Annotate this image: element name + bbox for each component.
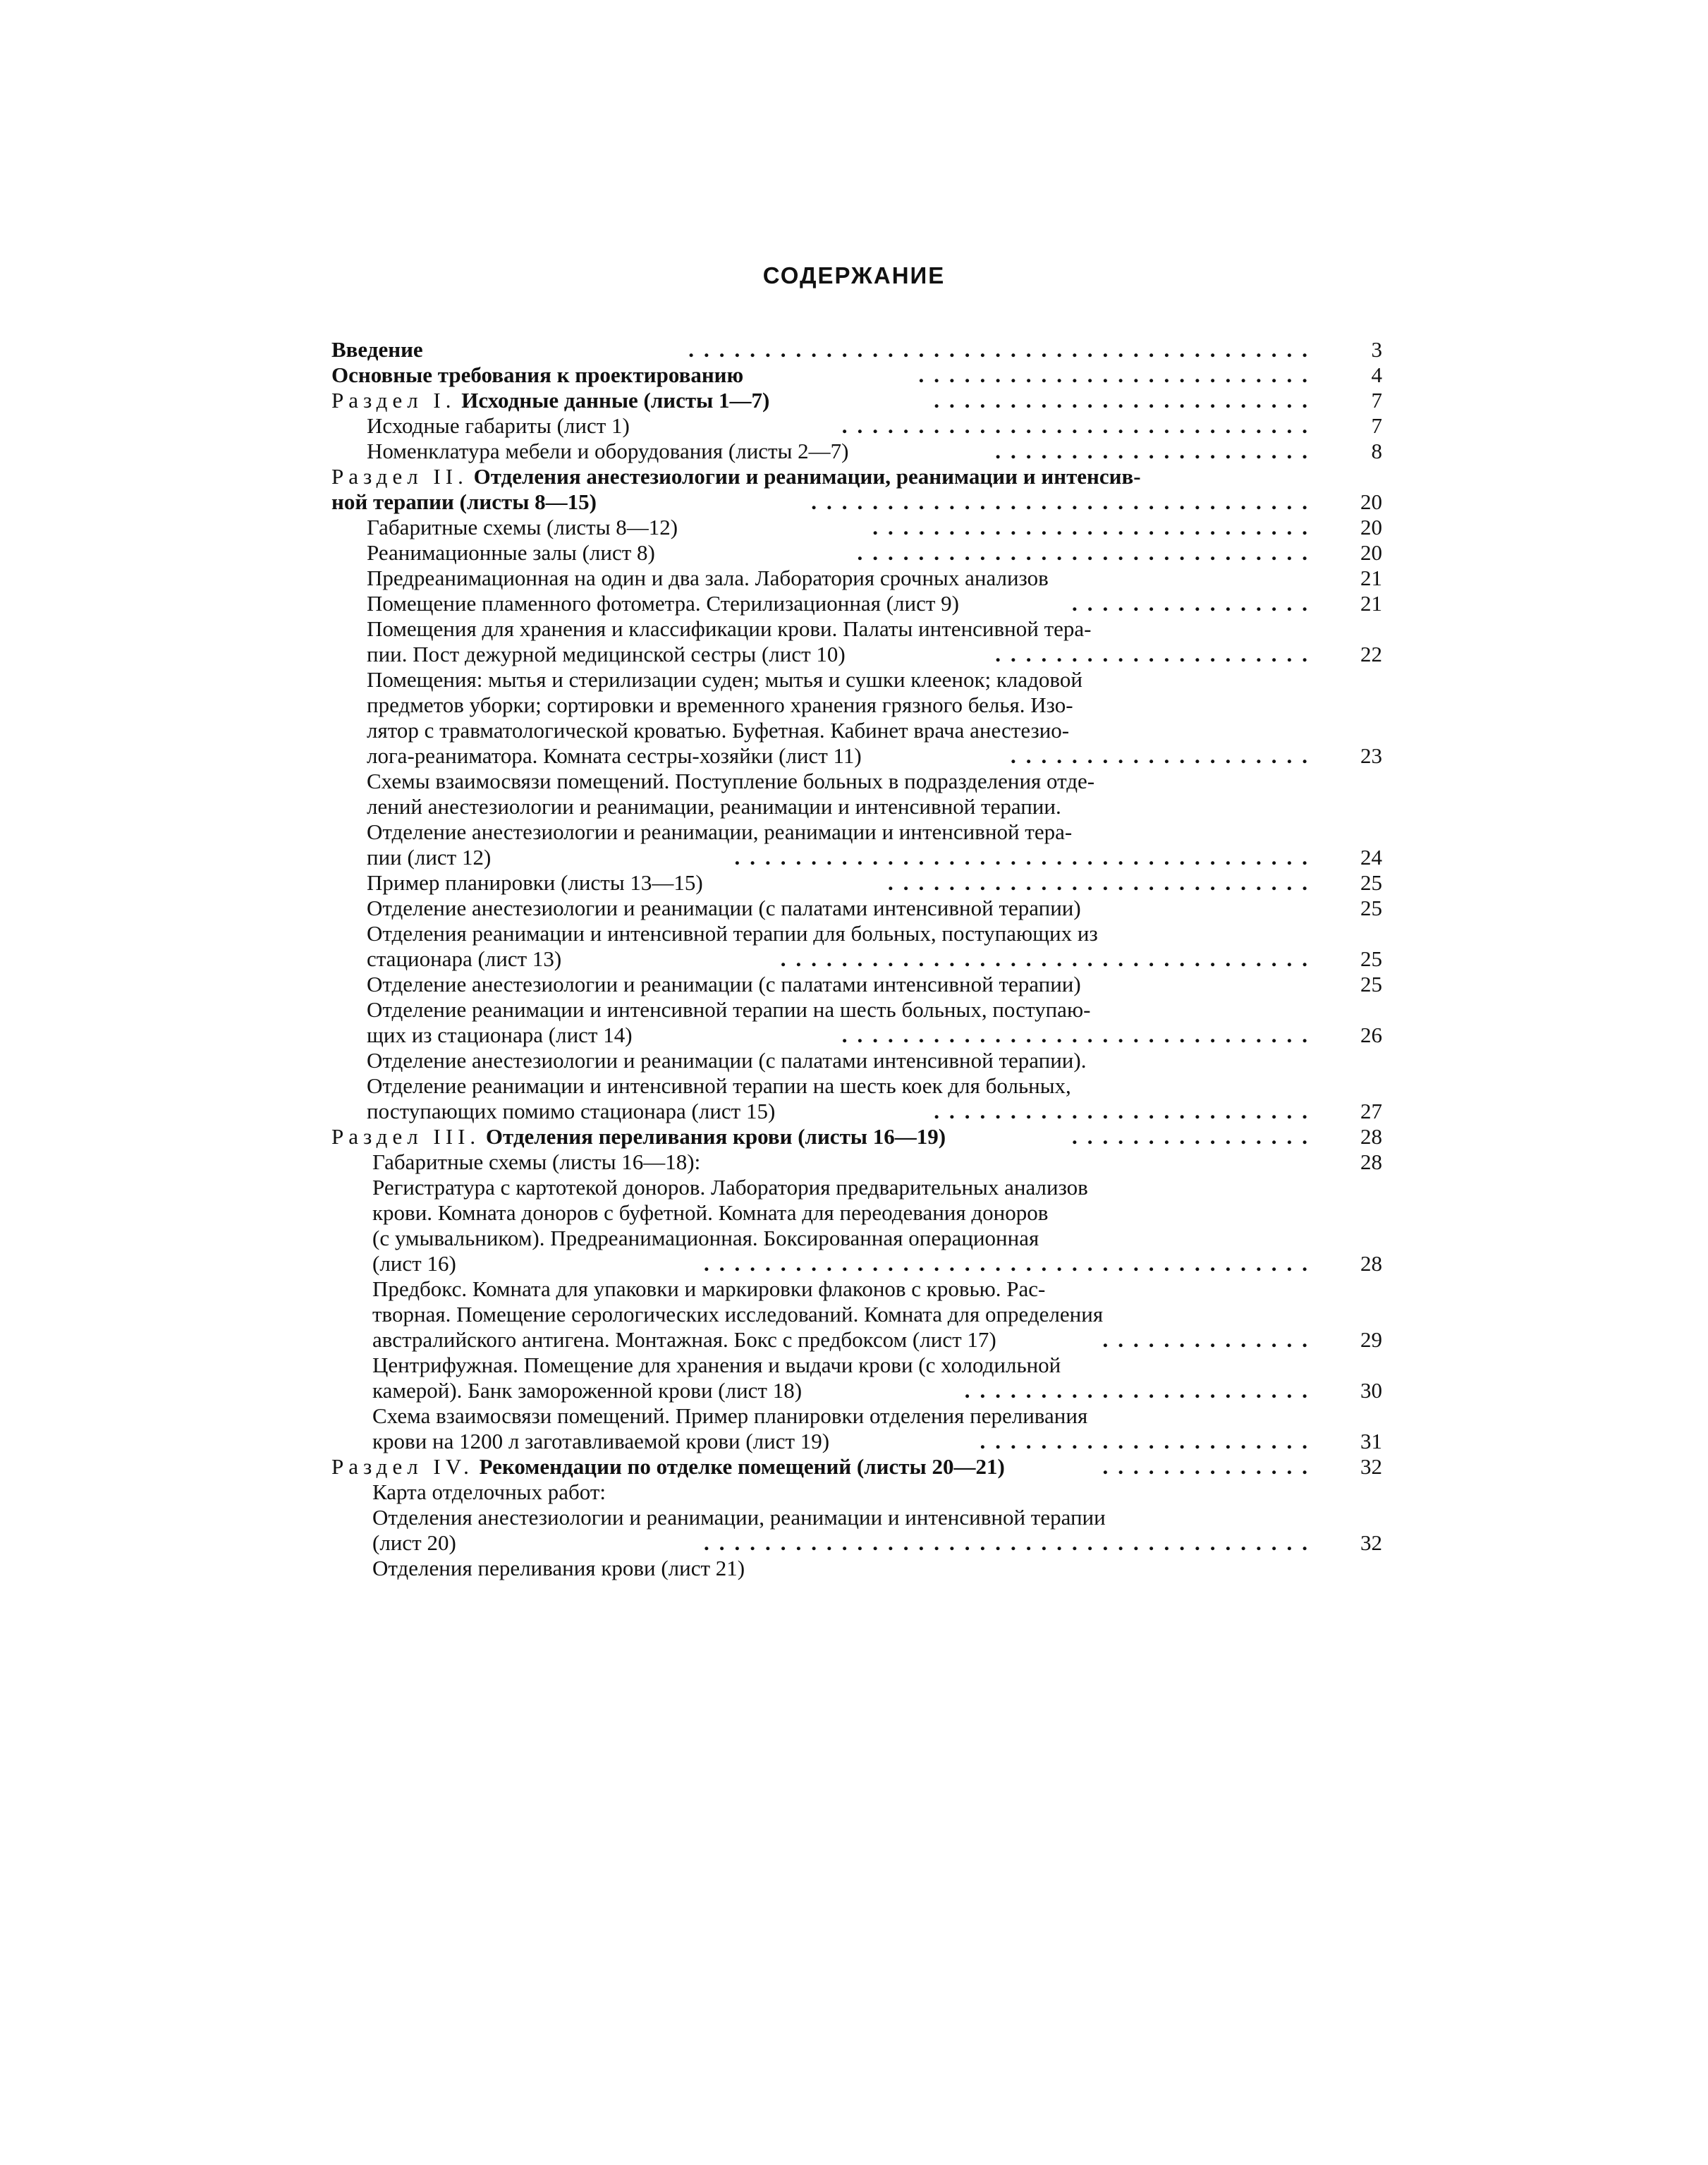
toc-entry-title: Центрифужная. Помещение для хранения и выдачи крови (с холодильной xyxy=(372,1353,1061,1377)
toc-page-number: 21 xyxy=(1360,591,1382,616)
dot-leader: ................ xyxy=(1072,1124,1317,1149)
toc-page-number: 7 xyxy=(1371,388,1382,413)
toc-entry-title: лятор с травматологической кроватью. Буфетная. Кабинет врача анестезио- xyxy=(367,718,1070,743)
toc-entry-text xyxy=(331,1124,946,1149)
toc-page-number: 25 xyxy=(1360,972,1382,996)
toc-entry xyxy=(331,642,1382,667)
toc-entry-title: Отделение реанимации и интенсивной терапии на шесть больных, поступаю- xyxy=(367,997,1091,1022)
toc-entry-text xyxy=(372,1556,745,1581)
toc-entry xyxy=(331,1175,1382,1200)
toc-entry xyxy=(331,896,1382,921)
toc-entry-text xyxy=(367,616,1091,642)
toc-entry-title: Номенклатура мебели и оборудования (листы 2—7) xyxy=(367,439,849,463)
toc-entry-text xyxy=(367,769,1094,794)
toc-page-number: 4 xyxy=(1371,362,1382,387)
toc-entry-text xyxy=(372,1175,1088,1200)
toc-page-number: 22 xyxy=(1360,642,1382,666)
toc-page-number: 24 xyxy=(1360,845,1382,870)
toc-entry-text xyxy=(367,413,630,439)
toc-entry-title: Схемы взаимосвязи помещений. Поступление больных в подразделения отде- xyxy=(367,769,1095,793)
toc-entry-text xyxy=(367,946,561,972)
toc-entry-text xyxy=(367,743,862,769)
toc-entry-title: Рекомендации по отделке помещений (листы 20—21) xyxy=(479,1454,1005,1479)
toc-entry xyxy=(331,439,1382,464)
dot-leader: ................ xyxy=(1072,591,1317,616)
toc-entry-text xyxy=(372,1378,802,1403)
toc-entry-title: щих из стационара (лист 14) xyxy=(367,1023,633,1047)
toc-entry xyxy=(331,1403,1382,1429)
dot-leader: ....................... xyxy=(964,1378,1317,1403)
toc-entry-title: Отделение реанимации и интенсивной терапии на шесть коек для больных, xyxy=(367,1073,1071,1098)
toc-entry-text xyxy=(331,1454,1005,1480)
toc-entry-title: (лист 20) xyxy=(372,1530,456,1555)
toc-entry xyxy=(331,1378,1382,1403)
toc-entry-text xyxy=(367,845,491,870)
toc-entry-title: крови. Комната доноров с буфетной. Комната для переодевания доноров xyxy=(372,1200,1049,1225)
dot-leader: ......................... xyxy=(934,1099,1317,1123)
toc-entry-title: австралийского антигена. Монтажная. Бокс с предбоксом (лист 17) xyxy=(372,1327,996,1352)
toc-page-number: 3 xyxy=(1371,337,1382,362)
toc-entry-text xyxy=(367,566,1049,591)
toc-entry xyxy=(331,1276,1382,1302)
toc-entry xyxy=(331,1530,1382,1556)
toc-entry-text xyxy=(372,1403,1087,1429)
toc-page-number: 28 xyxy=(1360,1149,1382,1174)
toc-entry xyxy=(331,997,1382,1023)
toc-entry xyxy=(331,464,1382,489)
toc-entry xyxy=(331,1048,1382,1073)
toc-entry xyxy=(331,616,1382,642)
toc-entry xyxy=(331,946,1382,972)
toc-entry-title: творная. Помещение серологических исследований. Комната для определения xyxy=(372,1302,1104,1327)
dot-leader: .............. xyxy=(1102,1327,1317,1352)
toc-page-number: 29 xyxy=(1360,1327,1382,1352)
toc-entry xyxy=(331,819,1382,845)
toc-entry-title: Отделения переливания крови (листы 16—19) xyxy=(485,1124,946,1149)
toc-entry xyxy=(331,337,1382,362)
toc-entry-text xyxy=(372,1353,1061,1378)
toc-entry xyxy=(331,794,1382,819)
toc-entry-title: Помещения для хранения и классификации крови. Палаты интенсивной тера- xyxy=(367,616,1092,641)
toc-entry xyxy=(331,1023,1382,1048)
toc-entry-title: предметов уборки; сортировки и временного хранения грязного белья. Изо- xyxy=(367,693,1073,717)
toc-entry-text xyxy=(331,388,769,413)
toc-entry xyxy=(331,515,1382,540)
toc-entry xyxy=(331,1124,1382,1149)
toc-entry-title: Отделение анестезиологии и реанимации (с палатами интенсивной терапии) xyxy=(367,896,1081,920)
toc-page-number: 32 xyxy=(1360,1454,1382,1479)
page-title: СОДЕРЖАНИЕ xyxy=(762,262,946,288)
toc-entry-text xyxy=(367,642,846,667)
toc-page-number: 31 xyxy=(1360,1429,1382,1453)
toc-entry xyxy=(331,413,1382,439)
toc-entry xyxy=(331,1099,1382,1124)
toc-entry-text xyxy=(372,1302,1103,1327)
toc-entry-text xyxy=(372,1200,1048,1226)
toc-page-number: 25 xyxy=(1360,896,1382,920)
section-prefix: Раздел II. xyxy=(331,464,468,489)
dot-leader: ...................... xyxy=(980,1429,1317,1453)
toc-entry xyxy=(331,388,1382,413)
toc-entry xyxy=(331,1251,1382,1276)
toc-entry-title: Карта отделочных работ: xyxy=(372,1480,606,1504)
toc-entry-title: лений анестезиологии и реанимации, реанимации и интенсивной терапии. xyxy=(367,794,1061,819)
toc-entry-title: Отделение анестезиологии и реанимации (с палатами интенсивной терапии) xyxy=(367,972,1081,996)
dot-leader: ......................... xyxy=(934,388,1317,413)
toc-entry xyxy=(331,540,1382,566)
dot-leader: .............................. xyxy=(857,540,1317,565)
dot-leader: ............................. xyxy=(872,515,1317,539)
dot-leader: ......................................... xyxy=(688,337,1317,362)
toc-entry-text xyxy=(367,1073,1071,1099)
dot-leader: ............................... xyxy=(841,413,1317,438)
toc-entry-title: Отделения анестезиологии и реанимации, реанимации и интенсив- xyxy=(473,464,1141,489)
toc-entry-title: Отделение анестезиологии и реанимации, реанимации и интенсивной тера- xyxy=(367,819,1073,844)
toc-page-number: 8 xyxy=(1371,439,1382,463)
toc-entry-title: пии (лист 12) xyxy=(367,845,492,870)
toc-entry xyxy=(331,718,1382,743)
dot-leader: .......................... xyxy=(918,362,1317,387)
toc-entry-title: пии. Пост дежурной медицинской сестры (лист 10) xyxy=(367,642,846,666)
toc-page-number: 26 xyxy=(1360,1023,1382,1047)
toc-entry xyxy=(331,1302,1382,1327)
toc-entry-text xyxy=(331,362,743,388)
table-of-contents xyxy=(331,337,1382,1581)
toc-entry-text xyxy=(367,667,1082,693)
toc-page-number: 32 xyxy=(1360,1530,1382,1555)
toc-entry-text xyxy=(367,1048,1086,1073)
toc-page-number: 28 xyxy=(1360,1124,1382,1149)
toc-entry-text xyxy=(367,1099,775,1124)
toc-entry-text xyxy=(367,997,1090,1023)
toc-entry-title: Основные требования к проектированию xyxy=(331,362,744,387)
section-prefix: Раздел III. xyxy=(331,1124,481,1149)
toc-entry-title: Пример планировки (листы 13—15) xyxy=(367,870,703,895)
toc-entry-title: лога-реаниматора. Комната сестры-хозяйки (лист 11) xyxy=(367,743,862,768)
toc-entry-text xyxy=(367,921,1098,946)
dot-leader: ..................... xyxy=(995,642,1317,666)
toc-entry xyxy=(331,1073,1382,1099)
toc-entry-title: Отделения переливания крови (лист 21) xyxy=(372,1556,745,1580)
toc-page-number: 28 xyxy=(1360,1251,1382,1276)
toc-page-number: 20 xyxy=(1360,515,1382,539)
toc-entry-text xyxy=(372,1251,456,1276)
toc-entry xyxy=(331,845,1382,870)
toc-entry-title: Габаритные схемы (листы 8—12) xyxy=(367,515,678,539)
toc-entry-title: Отделения анестезиологии и реанимации, реанимации и интенсивной терапии xyxy=(372,1505,1106,1530)
toc-entry xyxy=(331,591,1382,616)
dot-leader: ........................................ xyxy=(704,1530,1317,1555)
toc-entry-title: камерой). Банк замороженной крови (лист 18) xyxy=(372,1378,803,1403)
toc-entry-title: поступающих помимо стационара (лист 15) xyxy=(367,1099,776,1123)
toc-entry-text xyxy=(372,1480,606,1505)
toc-entry-title: Отделения реанимации и интенсивной терапии для больных, поступающих из xyxy=(367,921,1098,946)
toc-entry-text xyxy=(331,489,597,515)
toc-entry xyxy=(331,1480,1382,1505)
toc-entry-text xyxy=(367,718,1069,743)
toc-entry-title: Схема взаимосвязи помещений. Пример планировки отделения переливания xyxy=(372,1403,1088,1428)
toc-entry xyxy=(331,921,1382,946)
toc-entry-title: стационара (лист 13) xyxy=(367,946,562,971)
toc-entry-text xyxy=(367,972,1081,997)
toc-entry xyxy=(331,489,1382,515)
dot-leader: ................................. xyxy=(811,489,1317,514)
dot-leader: .............. xyxy=(1102,1454,1317,1479)
toc-entry xyxy=(331,1353,1382,1378)
toc-entry-text xyxy=(372,1149,700,1175)
dot-leader: ................................... xyxy=(780,946,1317,971)
toc-entry-title: Предбокс. Комната для упаковки и маркировки флаконов с кровью. Рас- xyxy=(372,1276,1046,1301)
toc-entry-text xyxy=(372,1530,456,1556)
dot-leader: .................... xyxy=(1011,743,1317,768)
dot-leader: ...................................... xyxy=(734,845,1317,870)
toc-page-number: 20 xyxy=(1360,540,1382,565)
toc-entry-title: Габаритные схемы (листы 16—18): xyxy=(372,1149,701,1174)
toc-page-number: 23 xyxy=(1360,743,1382,768)
toc-page-number: 25 xyxy=(1360,870,1382,895)
toc-entry-text xyxy=(331,337,423,362)
toc-entry xyxy=(331,1505,1382,1530)
toc-entry-title: (лист 16) xyxy=(372,1251,456,1276)
toc-entry-title: Исходные габариты (лист 1) xyxy=(367,413,630,438)
toc-entry-text xyxy=(367,819,1072,845)
toc-entry xyxy=(331,870,1382,896)
toc-entry-text xyxy=(367,794,1061,819)
toc-entry-text xyxy=(367,591,959,616)
toc-entry xyxy=(331,1327,1382,1353)
toc-entry-text xyxy=(367,870,703,896)
toc-entry xyxy=(331,1226,1382,1251)
toc-entry-title: крови на 1200 л заготавливаемой крови (лист 19) xyxy=(372,1429,830,1453)
toc-page-number: 25 xyxy=(1360,946,1382,971)
toc-entry-text xyxy=(372,1505,1106,1530)
toc-entry xyxy=(331,362,1382,388)
toc-entry-text xyxy=(367,693,1073,718)
toc-entry-text xyxy=(372,1226,1039,1251)
toc-page-number: 21 xyxy=(1360,566,1382,590)
toc-entry xyxy=(331,566,1382,591)
toc-entry-title: (с умывальником). Предреанимационная. Боксированная операционная xyxy=(372,1226,1039,1250)
toc-page-number: 27 xyxy=(1360,1099,1382,1123)
toc-entry-title: Помещения: мытья и стерилизации суден; мытья и сушки клеенок; кладовой xyxy=(367,667,1082,692)
toc-entry-text xyxy=(367,515,678,540)
toc-entry-text xyxy=(331,464,1141,489)
toc-entry xyxy=(331,743,1382,769)
toc-entry-text xyxy=(367,439,849,464)
toc-entry xyxy=(331,972,1382,997)
section-prefix: Раздел IV. xyxy=(331,1454,474,1479)
dot-leader: ............................... xyxy=(841,1023,1317,1047)
toc-entry-text xyxy=(367,1023,633,1048)
toc-entry-title: ной терапии (листы 8—15) xyxy=(331,489,597,514)
toc-entry-text xyxy=(367,896,1081,921)
toc-entry xyxy=(331,1149,1382,1175)
toc-entry-text xyxy=(372,1429,829,1454)
toc-entry-title: Введение xyxy=(331,337,423,362)
toc-entry xyxy=(331,667,1382,693)
dot-leader: ..................... xyxy=(995,439,1317,463)
toc-entry-title: Исходные данные (листы 1—7) xyxy=(461,388,770,413)
toc-entry-title: Отделение анестезиологии и реанимации (с палатами интенсивной терапии). xyxy=(367,1048,1087,1073)
toc-entry-text xyxy=(372,1327,996,1353)
toc-entry xyxy=(331,1200,1382,1226)
toc-page-number: 20 xyxy=(1360,489,1382,514)
toc-entry-text xyxy=(372,1276,1045,1302)
toc-entry-title: Предреанимационная на один и два зала. Лаборатория срочных анализов xyxy=(367,566,1049,590)
toc-entry-title: Реанимационные залы (лист 8) xyxy=(367,540,655,565)
toc-entry xyxy=(331,693,1382,718)
toc-entry-text xyxy=(367,540,655,566)
dot-leader: ............................ xyxy=(888,870,1317,895)
toc-entry xyxy=(331,1429,1382,1454)
toc-entry-title: Помещение пламенного фотометра. Стерилизационная (лист 9) xyxy=(367,591,959,616)
toc-entry xyxy=(331,769,1382,794)
dot-leader: ........................................ xyxy=(704,1251,1317,1276)
section-prefix: Раздел I. xyxy=(331,388,456,413)
toc-page-number: 30 xyxy=(1360,1378,1382,1403)
toc-entry xyxy=(331,1454,1382,1480)
toc-entry xyxy=(331,1556,1382,1581)
toc-entry-title: Регистратура с картотекой доноров. Лаборатория предварительных анализов xyxy=(372,1175,1088,1200)
toc-page-number: 7 xyxy=(1371,413,1382,438)
